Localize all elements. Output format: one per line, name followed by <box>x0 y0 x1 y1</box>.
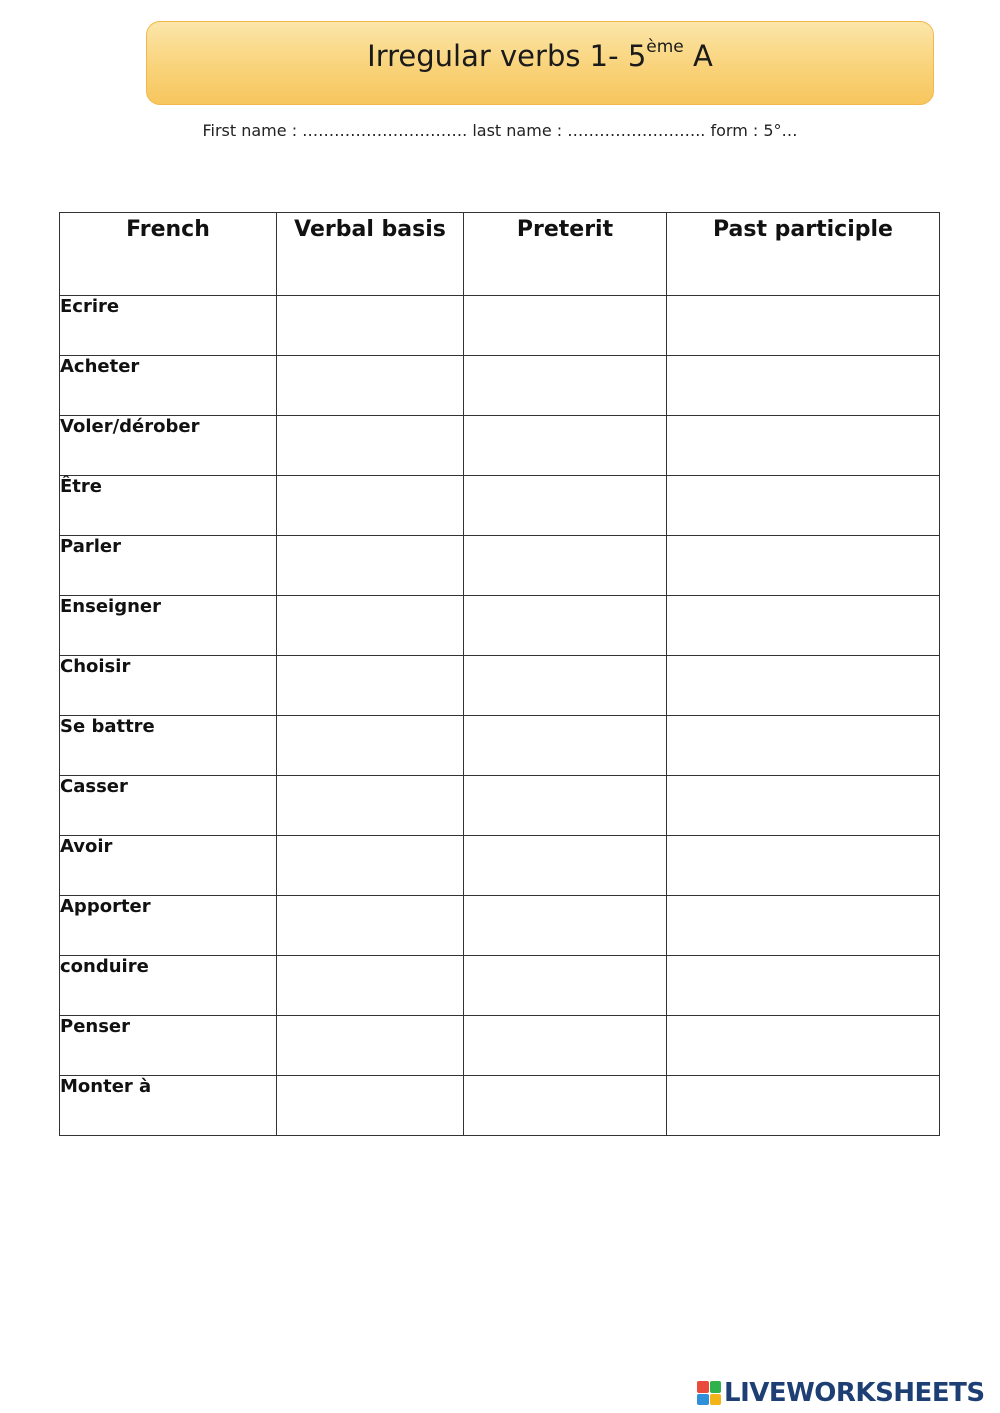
preterit-answer-cell[interactable] <box>464 716 667 776</box>
french-verb-cell: Acheter <box>60 356 277 416</box>
table-row <box>60 416 940 476</box>
preterit-answer-cell[interactable] <box>464 776 667 836</box>
french-verb-cell: Apporter <box>60 896 277 956</box>
verbal-basis-answer-cell[interactable] <box>277 656 464 716</box>
preterit-answer-cell[interactable] <box>464 356 667 416</box>
liveworksheets-logo <box>697 1378 985 1408</box>
french-verb-cell: Ecrire <box>60 296 277 356</box>
french-verb-cell: Penser <box>60 1016 277 1076</box>
table-header-row <box>60 213 940 296</box>
preterit-answer-cell[interactable] <box>464 896 667 956</box>
french-verb-cell: conduire <box>60 956 277 1016</box>
liveworksheets-logo-icon <box>697 1381 721 1405</box>
preterit-answer-cell[interactable] <box>464 416 667 476</box>
title-suffix: A <box>683 39 713 73</box>
preterit-answer-cell[interactable] <box>464 1076 667 1136</box>
verbal-basis-answer-cell[interactable] <box>277 1076 464 1136</box>
verbal-basis-answer-cell[interactable] <box>277 956 464 1016</box>
column-header-verbal-basis: Verbal basis <box>277 213 464 296</box>
past-participle-answer-cell[interactable] <box>667 296 940 356</box>
past-participle-answer-cell[interactable] <box>667 776 940 836</box>
column-header-french: French <box>60 213 277 296</box>
table-row <box>60 956 940 1016</box>
verbal-basis-answer-cell[interactable] <box>277 356 464 416</box>
preterit-answer-cell[interactable] <box>464 296 667 356</box>
verbal-basis-answer-cell[interactable] <box>277 416 464 476</box>
verbal-basis-answer-cell[interactable] <box>277 596 464 656</box>
verbal-basis-answer-cell[interactable] <box>277 896 464 956</box>
past-participle-answer-cell[interactable] <box>667 836 940 896</box>
past-participle-answer-cell[interactable] <box>667 656 940 716</box>
past-participle-answer-cell[interactable] <box>667 416 940 476</box>
title-banner <box>146 21 934 105</box>
french-verb-cell: Parler <box>60 536 277 596</box>
french-verb-cell: Choisir <box>60 656 277 716</box>
table-row <box>60 1016 940 1076</box>
past-participle-answer-cell[interactable] <box>667 356 940 416</box>
table-row <box>60 716 940 776</box>
verbal-basis-answer-cell[interactable] <box>277 776 464 836</box>
page-title: Irregular verbs 1- 5ème A <box>367 37 713 73</box>
french-verb-cell: Enseigner <box>60 596 277 656</box>
column-header-past-participle: Past participle <box>667 213 940 296</box>
table-row <box>60 476 940 536</box>
verbal-basis-answer-cell[interactable] <box>277 1016 464 1076</box>
preterit-answer-cell[interactable] <box>464 1016 667 1076</box>
student-info-line: First name : …………………………. last name : …………………….. form : 5°… <box>202 121 798 140</box>
past-participle-answer-cell[interactable] <box>667 1076 940 1136</box>
table-row <box>60 596 940 656</box>
column-header-preterit: Preterit <box>464 213 667 296</box>
table-row <box>60 536 940 596</box>
french-verb-cell: Voler/dérober <box>60 416 277 476</box>
preterit-answer-cell[interactable] <box>464 476 667 536</box>
preterit-answer-cell[interactable] <box>464 656 667 716</box>
verbs-table <box>59 212 940 1136</box>
preterit-answer-cell[interactable] <box>464 956 667 1016</box>
table-row <box>60 836 940 896</box>
french-verb-cell: Être <box>60 476 277 536</box>
verbal-basis-answer-cell[interactable] <box>277 716 464 776</box>
table-row <box>60 656 940 716</box>
preterit-answer-cell[interactable] <box>464 836 667 896</box>
french-verb-cell: Avoir <box>60 836 277 896</box>
verbal-basis-answer-cell[interactable] <box>277 476 464 536</box>
past-participle-answer-cell[interactable] <box>667 1016 940 1076</box>
table-row <box>60 776 940 836</box>
verbal-basis-answer-cell[interactable] <box>277 836 464 896</box>
table-row <box>60 896 940 956</box>
table-row <box>60 1076 940 1136</box>
verbal-basis-answer-cell[interactable] <box>277 296 464 356</box>
past-participle-answer-cell[interactable] <box>667 716 940 776</box>
table-row <box>60 296 940 356</box>
french-verb-cell: Se battre <box>60 716 277 776</box>
past-participle-answer-cell[interactable] <box>667 536 940 596</box>
verbal-basis-answer-cell[interactable] <box>277 536 464 596</box>
logo-text: LIVEWORKSHEETS <box>724 1378 985 1408</box>
preterit-answer-cell[interactable] <box>464 596 667 656</box>
french-verb-cell: Casser <box>60 776 277 836</box>
past-participle-answer-cell[interactable] <box>667 476 940 536</box>
french-verb-cell: Monter à <box>60 1076 277 1136</box>
title-superscript: ème <box>646 37 684 58</box>
table-row <box>60 356 940 416</box>
preterit-answer-cell[interactable] <box>464 536 667 596</box>
past-participle-answer-cell[interactable] <box>667 956 940 1016</box>
past-participle-answer-cell[interactable] <box>667 896 940 956</box>
past-participle-answer-cell[interactable] <box>667 596 940 656</box>
